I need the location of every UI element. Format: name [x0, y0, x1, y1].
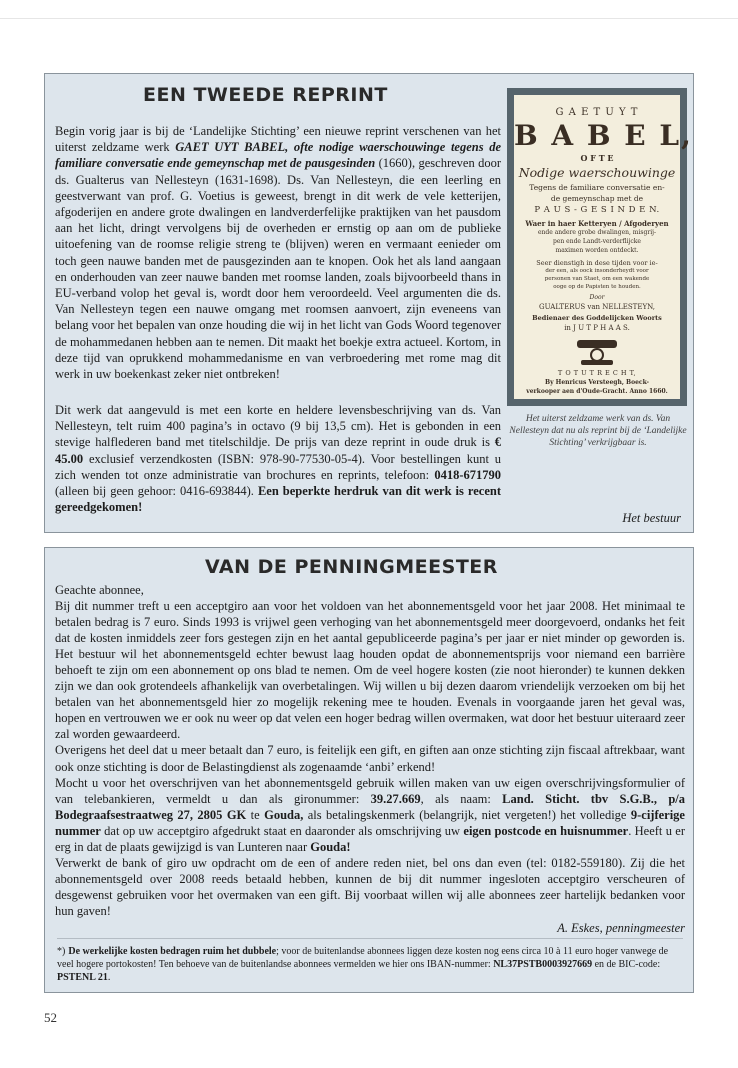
payment-text: Mocht u voor het overschrijven van het abonnementsgeld gebruik willen maken van uw eigen overschrijvingsformulier of van telebankieren, vermeldt u dan als gironummer:: [55, 775, 685, 806]
footnote-text: ; voor de buitenlandse abonnees liggen deze kosten nog eens circa 10 à 11 euro hoger vanwege de veel hogere portokosten! Ten behoeve van de buitenlandse abonnees vermelden we hier ons IBAN-nummer:: [57, 946, 669, 971]
book-title-page: [514, 95, 693, 399]
footnote-text: .: [107, 972, 111, 984]
treasurer-article: [44, 547, 694, 993]
reprint-details: Dit werk dat aangevuld is met een korte en heldere levensbeschrijving van ds. Van Nellesteyn, telt ruim 400 pagina’s in octavo (9 bij 13,5 cm). Het is gebonden in een stevige halflederen band met titelschildje. De prijs van deze reprint in oude druk is: [55, 403, 501, 450]
cover-line: ende andere grobe dwalingen, misgrij-: [537, 229, 657, 236]
cover-line: P A U S - G E S I N D E N.: [534, 205, 660, 215]
treasurer-paragraph: Overigens het deel dat u meer betaalt dan 7 euro, is feitelijk een gift, en giften aan onze stichting zijn fiscaal aftrekbaar, want ook onze stichting is door de Belastingdienst als zogenaamde ‘anbi’ erkend!: [55, 743, 685, 774]
book-cover-image: [507, 88, 693, 406]
cover-line: G A E T U Y T: [555, 107, 639, 118]
cover-line: B A B E L,: [514, 119, 693, 152]
payment-text: dat op uw acceptgiro afgedrukt staat en daaronder als omschrijving uw: [100, 823, 464, 838]
cover-line: de gemeynschap met de: [550, 194, 644, 203]
reprint-paragraph-1: [55, 123, 501, 382]
payment-text: , als naam:: [420, 791, 503, 806]
cover-line: der een, als oock insonderheydt voor: [545, 268, 649, 274]
cost-footnote: [57, 938, 683, 985]
footnote-marker: *): [57, 946, 66, 957]
iban-number: NL37PSTB0003927669: [493, 959, 593, 971]
cover-line: GUALTERUS van NELLESTEYN,: [539, 303, 655, 311]
cover-line: Door: [589, 294, 605, 301]
reprint-notice: Een beperkte herdruk van dit werk is recent gereedgekomen!: [55, 484, 501, 515]
cover-line: O F T E: [580, 153, 614, 163]
cover-line: T O T U T R E C H T,: [557, 369, 637, 377]
bic-code: PSTENL 21: [57, 972, 108, 984]
cover-line: verkooper aen d'Oude-Gracht. Anno 1660.: [526, 388, 668, 395]
cover-line: Seer dienstigh in dese tijden voor ie-: [536, 259, 658, 267]
payment-text: te: [246, 807, 265, 822]
account-city: Gouda,: [264, 807, 304, 822]
page-number: 52: [44, 1010, 57, 1025]
treasurer-paragraph: Verwerkt de bank of giro uw opdracht om de een of andere reden niet, bel ons dan even (tel: 0182-559180). Zij die het abonnementsgeld over 2008 reeds betaald hebben, kunnen de bij dit nummer ingesloten acceptgiro verscheuren of desgewenst gebruiken voor het overmaken van een gift. Bij voorbaat willen wij alle abonnees zeer hartelijk bedanken voor hun gaven!: [55, 855, 685, 918]
greeting: Geachte abonnee,: [55, 583, 144, 597]
treasurer-paragraph: Bij dit nummer treft u een acceptgiro aan voor het voldoen van het abonnementsgeld voor het jaar 2008. Het minimaal te betalen bedrag is 7 euro. Sinds 1993 is vrijwel geen verhoging van het abonnementsgeld meer doorgevoerd, ondanks het feit dat de kosten inmiddels zeer fors gestegen zijn en het aantal gepubliceerde pagina’s per jaar er niet minder op geworden is. Het bestuur wil het abonnementsgeld echter bewust laag houden opdat de abonnementsprijs voor niemand een barrière behoeft te zijn om een abonnement op ons blad te nemen. Om de veel hogere kosten (zie noot hieronder) te kunnen dekken zijn we dan ook grotendeels afhankelijk van overbetalingen. Wij willen u bij dezen daarom vriendelijk verzoeken om bij het betalen van het abonnementsgeld hier zo mogelijk rekening mee te houden. Evenals in voorgaande jaren het geval was, hopen en vertrouwen we er ook nu weer op dat velen een hoger bedrag willen overmaken, wat door het bestuur uiteraard zeer zal worden gewaardeerd.: [55, 599, 685, 742]
alt-phone-text: (alleen bij geen gehoor: 0416-693844).: [55, 484, 258, 499]
reprint-signature: Het bestuur: [622, 511, 681, 525]
cover-line: Waer in haer Ketteryen / Afgoderyen: [525, 219, 669, 228]
cover-line: Bedienaer des Goddelijcken Woorts: [532, 314, 662, 322]
new-city: Gouda!: [310, 839, 351, 854]
treasurer-signature: A. Eskes, penningmeester: [557, 920, 685, 935]
cover-line: Nodige waerschouwinge: [518, 165, 676, 180]
reprint-isbn-text: exclusief verzendkosten (ISBN: 978-90-77530-05-4). Voor bestellingen kunt u zich wenden tot onze administratie van brochures en reprints, telefoon:: [55, 451, 501, 482]
reprint-paragraph-2: [55, 402, 501, 515]
cover-caption: Het uiterst zeldzame werk van ds. Van Nellesteyn dat nu als reprint bij de ‘Landelijke Stichting’ verkrijgbaar is.: [509, 414, 687, 448]
payment-text: als betalingskenmerk (belangrijk, niet vergeten!) het volledige: [303, 807, 631, 822]
reprint-body: (1660), geschreven door ds. Gualterus van Nellesteyn (1631-1698). Ds. Van Nellesteyn, die een leerling en geestverwant van prof. G. Voetius is geweest, brengt in dit werk de vele ketterijen, afgoderijen en andere grote dwalingen en landverderfelijke praktijken van het pausdom aan het licht, dringt vervolgens bij de overheden er ernstig op aan om de publieke uitoefening van de roomse religie streng te (blijven) weren en vermaant eenieder om toch geen nauwe banden met de pausgezinden aan te knopen. Ook het als land aangaan en onderhouden van zeer nauwe banden met roomse landen, zoals bijvoorbeeld thans in EU-verband volop het geval is, wordt door hem veroordeeld. Veel argumenten die ds. Van Nellesteyn tegen een nauwe omgang met roomsen aanvoert, zijn eveneens van belang voor het bepalen van onze houding die wij in het licht van Gods Woord tegenover de mohammedanen hebben aan te nemen. Dit maakt het boekje extra actueel. Kortom, in deze tijd van oprukkend mohammedanisme en van verbroedering met rome mag dit werk in uw boekenkast zeker niet ontbreken!: [55, 156, 501, 382]
cover-line: pen ende Landt-verderflijcke: [553, 238, 641, 245]
treasurer-heading: VAN DE PENNINGMEESTER: [205, 556, 498, 578]
footnote-text: en de BIC-code:: [592, 959, 661, 971]
giro-number: 39.27.669: [370, 791, 421, 806]
book-title: GAET UYT BABEL, ofte nodige waerschouwinge tegens de familiare conversatie ende gemeynschap met de pausgesinden: [55, 140, 502, 171]
postcode-label: eigen postcode en huisnummer: [463, 823, 629, 838]
order-phone: 0418-671790: [434, 467, 501, 482]
cover-line: maximen worden ontdeckt.: [555, 247, 639, 254]
top-rule: [0, 18, 738, 19]
cover-line: personen van Staet, om een wakende: [544, 276, 650, 282]
payment-instructions: [55, 775, 685, 855]
account-name: Land. Sticht. tbv S.G.B., p/a Bodegraafsestraatweg 27, 2805 GK: [55, 791, 686, 822]
treasurer-body: [55, 582, 685, 936]
reprint-heading: EEN TWEEDE REPRINT: [143, 84, 388, 106]
cover-line: ooge op de Papisten te houden.: [553, 284, 641, 290]
reprint-price: € 45.00: [55, 435, 501, 466]
reference-number-label: 9-cijferige nummer: [55, 807, 685, 838]
footnote-emphasis: De werkelijke kosten bedragen ruim het dubbele: [68, 946, 277, 957]
reprint-article: [44, 73, 694, 533]
cover-line: Tegens de familiare conversatie en-: [529, 183, 665, 192]
reprint-intro: Begin vorig jaar is bij de ‘Landelijke Stichting’ een nieuwe reprint verschenen van het uiterst zeldzame werk: [55, 124, 501, 155]
cover-line: By Henricus Versteegh, Boeck-: [545, 379, 649, 386]
printer-ornament: [514, 338, 680, 370]
payment-text: . Heeft u er erg in dat de plaats gewijzigd is van Lunteren naar: [55, 823, 685, 854]
cover-line: in J U T P H A A S.: [564, 324, 630, 332]
